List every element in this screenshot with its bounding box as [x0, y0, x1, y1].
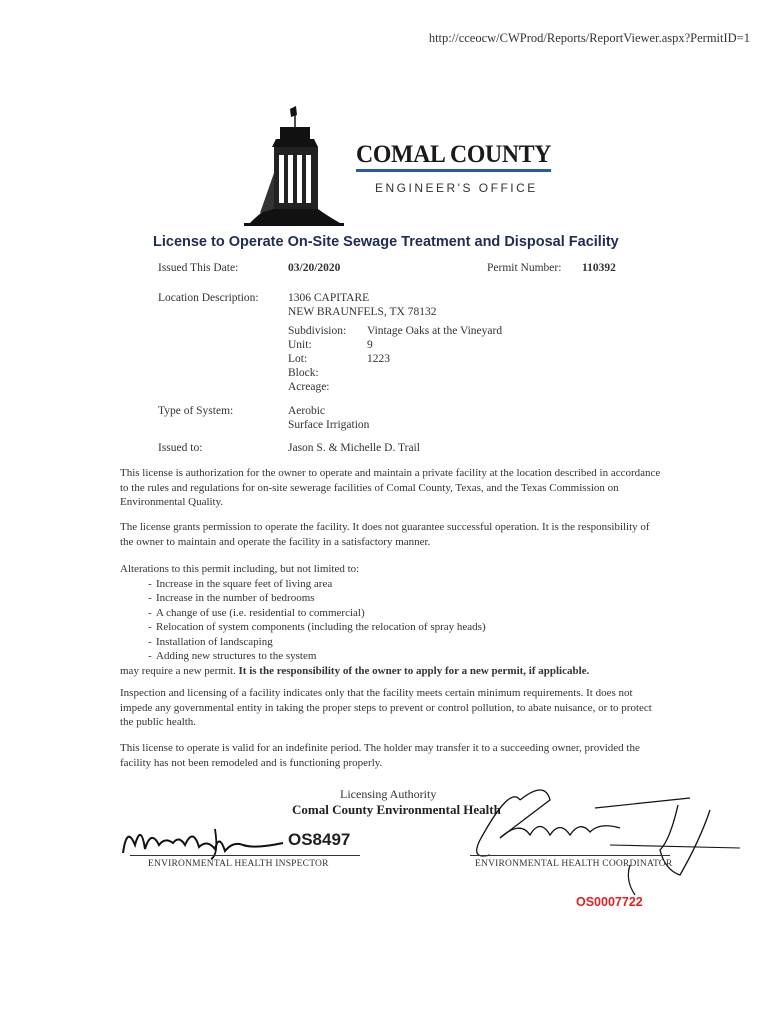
inspector-code: OS8497	[288, 830, 351, 849]
subdivision-label: Subdivision:	[288, 325, 347, 337]
document-title: License to Operate On-Site Sewage Treatment and Disposal Facility	[153, 234, 619, 250]
system-type-label: Type of System:	[158, 405, 234, 417]
org-subtitle: ENGINEER'S OFFICE	[375, 181, 538, 195]
location-label: Location Description:	[158, 292, 259, 304]
alterations-closing	[120, 664, 665, 679]
permit-number-value: 110392	[582, 262, 616, 274]
org-name-underline	[356, 169, 551, 172]
lot-value: 1223	[367, 353, 390, 365]
block-label: Block:	[288, 367, 319, 379]
list-item: - A change of use (i.e. residential to commercial)	[120, 606, 665, 621]
issued-to-label: Issued to:	[158, 442, 203, 454]
unit-label: Unit:	[288, 339, 312, 351]
inspection-paragraph: Inspection and licensing of a facility indicates only that the facility meets certain minimum requirements. It does not impede any governmental entity in taking the proper steps to prevent or control pollution, to abate nuisance, or to protect the public health.	[120, 687, 652, 728]
system-type-line1: Aerobic	[288, 405, 326, 417]
alterations-closing-plain: may require a new permit.	[120, 664, 236, 677]
licensing-authority-name: Comal County Environmental Health	[292, 802, 501, 817]
unit-value: 9	[367, 339, 373, 351]
list-item: - Relocation of system components (including the relocation of spray heads)	[120, 620, 665, 635]
list-item: - Installation of landscaping	[120, 635, 665, 650]
issued-to-value: Jason S. & Michelle D. Trail	[288, 442, 420, 454]
licensing-authority-label: Licensing Authority	[340, 787, 437, 801]
inspector-signature	[115, 815, 295, 860]
org-name: COMAL COUNTY	[356, 141, 552, 168]
subdivision-value: Vintage Oaks at the Vineyard	[367, 325, 503, 337]
coordinator-signature	[460, 780, 750, 900]
alterations-intro: Alterations to this permit including, but not limited to:	[120, 563, 360, 575]
alterations-closing-bold: It is the responsibility of the owner to apply for a new permit, if applicable.	[238, 664, 590, 677]
address-line1: 1306 CAPITARE	[288, 292, 370, 304]
validity-paragraph: This license to operate is valid for an indefinite period. The holder may transfer it to a succeeding owner, provided the facility has not been remodeled and is functioning properly.	[120, 742, 640, 769]
stamp-code: OS0007722	[576, 895, 643, 909]
alterations-list	[120, 577, 665, 664]
issued-date-label: Issued This Date:	[158, 262, 239, 274]
list-item: - Increase in the square feet of living area	[120, 577, 665, 592]
issued-date-value: 03/20/2020	[288, 262, 341, 274]
alterations-section	[120, 562, 665, 678]
authorization-paragraph: This license is authorization for the owner to operate and maintain a private facility at the location described in accordance to the rules and regulations for on-site sewerage facilities of Comal County, Texas, and the Texas Commission on Environmental Quality.	[120, 467, 661, 508]
report-url: http://cceocw/CWProd/Reports/ReportViewer.aspx?PermitID=1	[428, 31, 750, 45]
inspector-signature-line	[130, 855, 360, 856]
inspector-title: ENVIRONMENTAL HEALTH INSPECTOR	[148, 859, 329, 869]
address-line2: NEW BRAUNFELS, TX 78132	[288, 306, 437, 318]
acreage-label: Acreage:	[288, 381, 330, 393]
list-item: - Increase in the number of bedrooms	[120, 591, 665, 606]
lot-label: Lot:	[288, 353, 308, 365]
coordinator-title: ENVIRONMENTAL HEALTH COORDINATOR	[475, 859, 673, 869]
courthouse-logo	[240, 103, 350, 228]
permission-paragraph: The license grants permission to operate the facility. It does not guarantee successful operation. It is the responsibility of the owner to maintain and operate the facility in a satisfactory manner.	[120, 521, 650, 548]
coordinator-signature-line	[470, 855, 670, 856]
permit-number-label: Permit Number:	[487, 262, 562, 274]
list-item: - Adding new structures to the system	[120, 649, 665, 664]
system-type-line2: Surface Irrigation	[288, 419, 370, 431]
